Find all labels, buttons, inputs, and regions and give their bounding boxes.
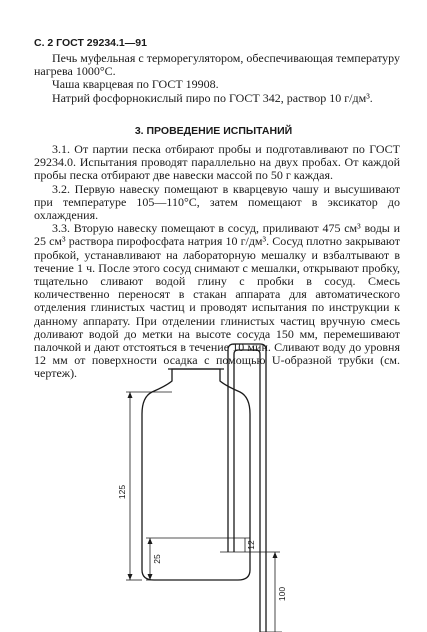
paragraph-3-3: 3.3. Вторую навеску помещают в сосуд, приливают 475 см³ воды и 25 см³ раствора пирофосфата натрия 10 г/дм³. Сосуд плотно закрывают пробкой, устанавливают на лабораторную мешалку и взбалтывают в течение 1 ч. После этого сосуд снимают с мешалки, открывают пробку, тщательно сливают водой глину с пробки в сосуд. Смесь количественно переносят в стакан аппарата для автоматического отделения глинистых частиц и проводят испытания по инструкции к данному аппарату. При отделении глинистых частиц вручную смесь доливают водой до метки на высоте сосуда 150 мм, перемешивают палочкой и дают отстояться в течение 10 мин. Сливают воду до уровня 12 мм от поверхности осадка с помощью U-образной трубки (см. чертеж). [34,221,400,381]
equipment-item: Печь муфельная с терморегулятором, обеспечивающая температуру нагрева 1000°С. [34,51,400,79]
paragraph-3-1: 3.1. От партии песка отбирают пробы и подготавливают по ГОСТ 29234.0. Испытания проводят параллельно на двух пробах. От каждой пробы песка отбирают две навески массой по 50 г каждая. [34,142,400,183]
dim-label-12: 12 [246,540,256,550]
dim-label-100: 100 [277,586,287,602]
equipment-list [34,52,400,105]
equipment-item: Чаша кварцевая по ГОСТ 19908. [52,77,219,92]
u-tube-inner [234,350,260,632]
paragraph-3-2: 3.2. Первую навеску помещают в кварцевую чашу и высушивают при температуре 105—110°С, затем помещают в эксикатор до охлаждения. [34,181,400,223]
dim-label-25: 25 [152,554,162,564]
page-header: С. 2 ГОСТ 29234.1—91 [34,37,147,49]
dim-label-125: 125 [117,484,127,500]
equipment-item: Натрий фосфорнокислый пиро по ГОСТ 342, раствор 10 г/дм³. [52,90,373,105]
vessel-svg [100,342,400,632]
vessel-drawing [100,342,400,632]
section-title: 3. ПРОВЕДЕНИЕ ИСПЫТАНИЙ [134,125,293,137]
